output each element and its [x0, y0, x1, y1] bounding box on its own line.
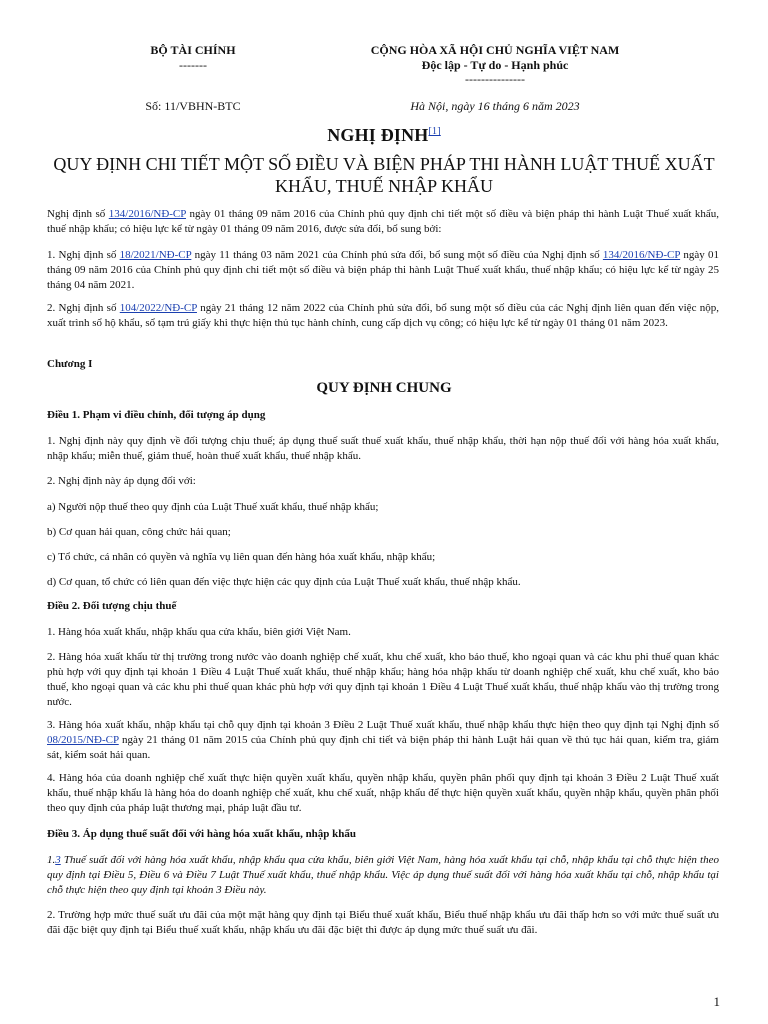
ministry-divider: ------- — [179, 58, 207, 72]
chapter-label: Chương I — [47, 358, 93, 370]
article-1-item-d: d) Cơ quan, tổ chức có liên quan đến việc thực hiện các quy định của Luật Thuế xuất khẩu, thuế nhập khẩu. — [47, 576, 521, 588]
document-subtitle: QUY ĐỊNH CHI TIẾT MỘT SỐ ĐIỀU VÀ BIỆN PHÁP THI HÀNH LUẬT THUẾ XUẤT KHẨU, THUẾ NHẬP KHẨU — [53, 154, 715, 196]
footnote-link[interactable]: [1] — [428, 126, 441, 137]
chapter-title: QUY ĐỊNH CHUNG — [316, 380, 452, 396]
motto-divider: --------------- — [465, 72, 525, 86]
page-number: 1 — [713, 994, 720, 1009]
article-1-item-a: a) Người nộp thuế theo quy định của Luật Thuế xuất khẩu, thuế nhập khẩu; — [47, 501, 379, 513]
country-name: CỘNG HÒA XÃ HỘI CHỦ NGHĨA VIỆT NAM — [370, 43, 620, 57]
decree-link-134-2016[interactable]: 134/2016/NĐ-CP — [108, 208, 186, 220]
ministry-name: BỘ TÀI CHÍNH — [150, 43, 236, 57]
article-1-clause-2: 2. Nghị định này áp dụng đối với: — [47, 475, 196, 487]
article-2-heading: Điều 2. Đối tượng chịu thuế — [47, 600, 177, 612]
article-1-clause-1: 1. Nghị định này quy định về đối tượng chịu thuế; áp dụng thuế suất thuế xuất khẩu, thuế nhập khẩu, thời hạn nộp thuế đối với hàng hóa xuất khẩu, nhập khẩu; miễn thuế, giảm thuế, hoàn thuế xuất khẩu, thuế nhập khẩu. — [47, 435, 719, 462]
intro-paragraph-1: Nghị định số 134/2016/NĐ-CP ngày 01 tháng 09 năm 2016 của Chính phủ quy định chi tiết một số điều và biện pháp thi hành Luật Thuế xuất khẩu, thuế nhập khẩu; có hiệu lực kể từ ngày 01 tháng 09 năm 2016, được sửa đổi, bổ sung bởi: — [47, 208, 719, 235]
article-3-heading: Điều 3. Áp dụng thuế suất đối với hàng hóa xuất khẩu, nhập khẩu — [47, 828, 357, 840]
footnote-link-3[interactable]: 3 — [55, 854, 61, 866]
article-3-clause-2: 2. Trường hợp mức thuế suất ưu đãi của một mặt hàng quy định tại Biểu thuế xuất khẩu, Biểu thuế nhập khẩu ưu đãi thấp hơn so với mức thuế suất ưu đãi đặc biệt quy định tại Biểu thuế xuất khẩu, nhập khẩu ưu đãi đặc biệt thì được áp dụng mức thuế suất ưu đãi. — [47, 909, 719, 936]
article-1-heading: Điều 1. Phạm vi điều chỉnh, đối tượng áp dụng — [47, 409, 266, 421]
place-and-date: Hà Nội, ngày 16 tháng 6 năm 2023 — [410, 99, 580, 113]
decree-link-134-2016-ref[interactable]: 134/2016/NĐ-CP — [602, 249, 681, 261]
intro-paragraph-3: 2. Nghị định số 104/2022/NĐ-CP ngày 21 tháng 12 năm 2022 của Chính phủ sửa đổi, bổ sung một số điều của các Nghị định liên quan đến việc nộp, xuất trình sổ hộ khẩu, sổ tạm trú giấy khi thực hiện thủ tục hành chính, cung cấp dịch vụ công; có hiệu lực kể từ ngày 01 tháng 01 năm 2023. — [47, 302, 719, 329]
article-3-clause-1: 1.3 Thuế suất đối với hàng hóa xuất khẩu, nhập khẩu qua cửa khẩu, biên giới Việt Nam, hàng hóa xuất khẩu tại chỗ, nhập khẩu tại chỗ thực hiện theo quy định tại Điều 5, Điều 6 và Điều 7 Luật Thuế xuất khẩu, thuế nhập khẩu. Việc áp dụng thuế suất đối với hàng hóa xuất khẩu tại chỗ, nhập khẩu tại chỗ thực hiện theo quy định tại khoản 3 Điều này. — [47, 854, 719, 896]
decree-link-18-2021[interactable]: 18/2021/NĐ-CP — [119, 249, 192, 261]
document-title — [0, 125, 768, 146]
article-2-clause-3: 3. Hàng hóa xuất khẩu, nhập khẩu tại chỗ quy định tại khoản 3 Điều 2 Luật Thuế xuất khẩu, thuế nhập khẩu thực hiện theo quy định tại Nghị định số 08/2015/NĐ-CP ngày 21 tháng 01 năm 2015 của Chính phủ quy định chi tiết và biện pháp thi hành Luật hải quan về thủ tục hải quan, kiểm tra, giám sát, kiểm soát hải quan. — [47, 719, 719, 761]
title-text: NGHỊ ĐỊNH — [327, 125, 429, 145]
national-motto: Độc lập - Tự do - Hạnh phúc — [421, 58, 569, 72]
article-2-clause-1: 1. Hàng hóa xuất khẩu, nhập khẩu qua cửa khẩu, biên giới Việt Nam. — [47, 626, 351, 638]
intro-paragraph-2: 1. Nghị định số 18/2021/NĐ-CP ngày 11 tháng 03 năm 2021 của Chính phủ sửa đổi, bổ sung một số điều của Nghị định số 134/2016/NĐ-CP ngày 01 tháng 09 năm 2016 của Chính phủ quy định chi tiết một số điều và biện pháp thi hành Luật Thuế xuất khẩu, thuế nhập khẩu; có hiệu lực kể từ ngày 25 tháng 04 năm 2021. — [47, 249, 720, 291]
article-2-clause-2: 2. Hàng hóa xuất khẩu từ thị trường trong nước vào doanh nghiệp chế xuất, khu chế xuất, kho bảo thuế, kho ngoại quan và các khu phi thuế quan khác phù hợp với quy định tại khoản 1 Điều 4 Luật Thuế xuất khẩu, thuế nhập khẩu; hàng hóa nhập khẩu từ doanh nghiệp chế xuất, khu chế xuất, kho bảo thuế, kho ngoại quan và các khu phi thuế quan khác phù hợp với quy định tại khoản 1 Điều 4 Luật Thuế xuất khẩu, thuế nhập khẩu vào thị trường trong nước. — [47, 651, 719, 708]
document-number: Số: 11/VBHN-BTC — [145, 99, 241, 113]
article-1-item-b: b) Cơ quan hải quan, công chức hải quan; — [47, 526, 231, 538]
article-1-item-c: c) Tổ chức, cá nhân có quyền và nghĩa vụ liên quan đến hàng hóa xuất khẩu, nhập khẩu; — [47, 551, 436, 563]
decree-link-08-2015[interactable]: 08/2015/NĐ-CP — [47, 734, 119, 746]
article-2-clause-4: 4. Hàng hóa của doanh nghiệp chế xuất thực hiện quyền xuất khẩu, quyền nhập khẩu, quyền phân phối quy định tại khoản 3 Điều 2 Luật Thuế xuất khẩu, thuế nhập khẩu là hàng hóa do doanh nghiệp chế xuất, khu chế xuất, nhập khẩu để thực hiện quyền xuất khẩu, quyền nhập khẩu, quyền phân phối theo quy định của pháp luật thương mại, pháp luật đầu tư. — [47, 772, 719, 814]
decree-link-104-2022[interactable]: 104/2022/NĐ-CP — [119, 302, 197, 314]
